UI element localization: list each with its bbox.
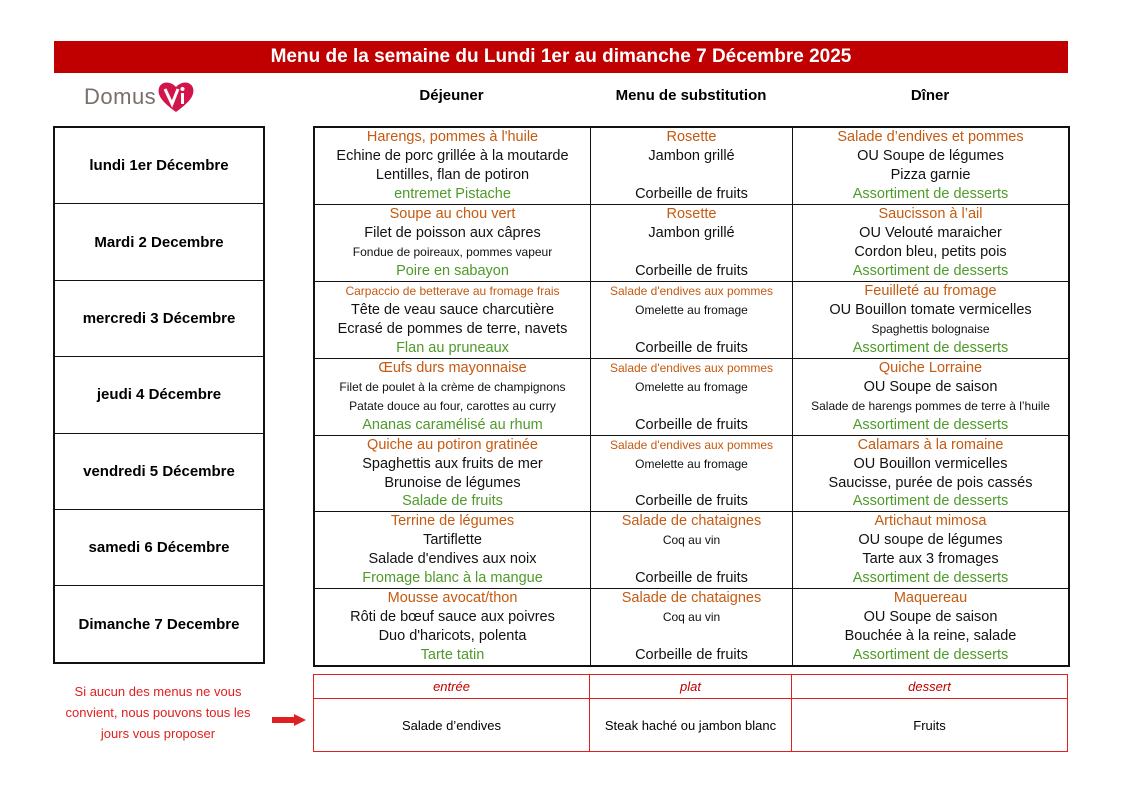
dessert: Corbeille de fruits: [635, 339, 748, 356]
logo-text: Domus: [84, 84, 157, 109]
menu-row: [315, 511, 1068, 588]
day-label: lundi 1er Décembre: [89, 157, 229, 175]
dessert: Assortiment de desserts: [852, 493, 1009, 510]
starter: Salade d’endives et pommes: [837, 129, 1024, 145]
substitution-cell: [590, 205, 792, 281]
day-label: Mardi 2 Decembre: [55, 203, 263, 279]
starter: Calamars à la romaine: [857, 436, 1004, 453]
main-dish: Brunoise de légumes: [384, 474, 521, 491]
dejeuner-cell: [315, 436, 590, 512]
day-label: jeudi 4 Décembre: [55, 356, 263, 432]
day-label: Dimanche 7 Decembre: [55, 585, 263, 661]
dessert: Assortiment de desserts: [852, 416, 1009, 433]
menu-table: [313, 126, 1070, 667]
main-dish: Coq au vin: [662, 533, 721, 548]
starter: Rosette: [666, 205, 717, 222]
substitution-cell: [590, 436, 792, 512]
main-dish: OU Bouillon vermicelles: [853, 455, 1008, 472]
alt-header-entree: entrée: [433, 679, 470, 694]
starter: Quiche au potiron gratinée: [367, 436, 538, 453]
alt-entree: Salade d’endives: [401, 717, 502, 733]
menu-row: [315, 435, 1068, 512]
column-header-dejeuner: Déjeuner: [419, 87, 484, 104]
main-dish: Duo d'haricots, polenta: [378, 628, 527, 645]
main-dish: Patate douce au four, carottes au curry: [349, 398, 556, 413]
diner-cell: [792, 359, 1068, 435]
main-dish: OU soupe de légumes: [858, 532, 1003, 549]
menu-row: [315, 588, 1068, 665]
menu-row: [315, 281, 1068, 358]
diner-cell: [792, 512, 1068, 588]
main-dish: Pizza garnie: [890, 166, 971, 183]
menu-row: [315, 358, 1068, 435]
main-dish: OU Velouté maraicher: [859, 224, 1002, 241]
starter: Artichaut mimosa: [874, 513, 987, 530]
dessert: Assortiment de desserts: [852, 262, 1009, 279]
starter: Saucisson à l’ail: [878, 205, 983, 222]
main-dish: Omelette au fromage: [635, 302, 748, 317]
dessert: Corbeille de fruits: [635, 570, 748, 587]
starter: Harengs, pommes à l'huile: [366, 129, 539, 145]
main-dish: Tartiflette: [423, 532, 482, 549]
day-label: vendredi 5 Décembre: [55, 433, 263, 509]
dessert: entremet Pistache: [394, 185, 511, 202]
arrow-right-icon: [272, 714, 306, 726]
main-dish: Lentilles, flan de potiron: [375, 166, 530, 183]
substitution-cell: [590, 589, 792, 665]
starter: Mousse avocat/thon: [387, 590, 518, 607]
substitution-cell: [590, 128, 792, 204]
main-dish: Omelette au fromage: [635, 379, 748, 394]
column-header-substitution: Menu de substitution: [615, 87, 767, 104]
substitution-cell: [590, 359, 792, 435]
main-dish: Saucisse, purée de pois cassés: [828, 474, 1033, 491]
starter: Terrine de légumes: [390, 513, 515, 530]
dejeuner-cell: [315, 512, 590, 588]
starter: Salade d'endives aux pommes: [609, 360, 774, 375]
starter: Feuilleté au fromage: [864, 282, 997, 299]
main-dish: Tête de veau sauce charcutière: [350, 301, 555, 318]
main-dish: [591, 474, 792, 493]
main-dish: [591, 243, 792, 262]
substitution-cell: [590, 512, 792, 588]
main-dish: [591, 627, 792, 646]
dessert: Flan au pruneaux: [396, 339, 509, 356]
dessert: Poire en sabayon: [396, 262, 509, 279]
dessert: Corbeille de fruits: [635, 647, 748, 664]
main-dish: Filet de poisson aux câpres: [364, 224, 541, 241]
dessert: Ananas caramélisé au rhum: [362, 416, 543, 433]
starter: Carpaccio de betterave au fromage frais: [345, 283, 560, 298]
main-dish: Echine de porc grillée à la moutarde: [336, 147, 569, 164]
diner-cell: [792, 128, 1068, 204]
main-dish: Jambon grillé: [648, 147, 735, 164]
dejeuner-cell: [315, 128, 590, 204]
alt-header-plat: plat: [589, 675, 791, 698]
dessert: Assortiment de desserts: [852, 570, 1009, 587]
starter: Rosette: [666, 129, 717, 145]
day-label: samedi 6 Décembre: [55, 509, 263, 585]
main-dish: Ecrasé de pommes de terre, navets: [337, 320, 568, 337]
main-dish: Coq au vin: [662, 610, 721, 625]
main-dish: [591, 397, 792, 416]
main-dish: [591, 320, 792, 339]
page-title: Menu de la semaine du Lundi 1er au dimanche 7 Décembre 2025: [54, 41, 1068, 73]
starter: Salade de chataignes: [621, 513, 762, 530]
diner-cell: [792, 436, 1068, 512]
dejeuner-cell: [315, 282, 590, 358]
main-dish: Salade d'endives aux noix: [368, 551, 537, 568]
main-dish: OU Soupe de légumes: [857, 147, 1004, 164]
dessert: Assortiment de desserts: [852, 647, 1009, 664]
dejeuner-cell: [315, 205, 590, 281]
dessert: Corbeille de fruits: [635, 185, 748, 202]
menu-row: [315, 204, 1068, 281]
starter: Quiche Lorraine: [878, 359, 983, 376]
dessert: Assortiment de desserts: [852, 185, 1009, 202]
dessert: Corbeille de fruits: [635, 262, 748, 279]
main-dish: [591, 166, 792, 185]
main-dish: OU Bouillon tomate vermicelles: [829, 301, 1032, 318]
dessert: Tarte tatin: [420, 647, 485, 664]
main-dish: Spaghettis bolognaise: [871, 321, 990, 336]
main-dish: Tarte aux 3 fromages: [862, 551, 999, 568]
alt-plat: Steak haché ou jambon blanc: [589, 699, 791, 751]
dessert: Assortiment de desserts: [852, 339, 1009, 356]
starter: Salade d'endives aux pommes: [609, 437, 774, 452]
day-label: mercredi 3 Décembre: [55, 280, 263, 356]
main-dish: Rôti de bœuf sauce aux poivres: [350, 609, 555, 626]
starter: Salade d'endives aux pommes: [609, 283, 774, 298]
main-dish: Bouchée à la reine, salade: [844, 628, 1017, 645]
main-dish: [591, 550, 792, 569]
dejeuner-cell: [315, 589, 590, 665]
main-dish: Jambon grillé: [648, 224, 735, 241]
alt-header-dessert: dessert: [791, 675, 1067, 698]
starter: Maquereau: [893, 590, 968, 607]
dessert: Corbeille de fruits: [635, 416, 748, 433]
main-dish: OU Soupe de saison: [863, 609, 998, 626]
main-dish: Fondue de poireaux, pommes vapeur: [352, 244, 553, 259]
domusvi-logo: [84, 80, 196, 114]
main-dish: Omelette au fromage: [635, 456, 748, 471]
diner-cell: [792, 282, 1068, 358]
day-column: [53, 126, 265, 664]
alternative-note: Si aucun des menus ne vous convient, nous pouvons tous les jours vous proposer: [65, 684, 251, 741]
dejeuner-cell: [315, 359, 590, 435]
diner-cell: [792, 205, 1068, 281]
menu-row: [315, 128, 1068, 204]
alternative-table: [313, 674, 1068, 752]
starter: Œufs durs mayonnaise: [378, 359, 527, 376]
main-dish: Filet de poulet à la crème de champignons: [339, 379, 566, 394]
main-dish: Spaghettis aux fruits de mer: [362, 455, 543, 472]
dessert: Corbeille de fruits: [635, 493, 748, 510]
main-dish: Cordon bleu, petits pois: [854, 243, 1007, 260]
diner-cell: [792, 589, 1068, 665]
alt-dessert: Fruits: [791, 699, 1067, 751]
heart-logo-icon: [156, 80, 196, 114]
dessert: Salade de fruits: [402, 493, 503, 510]
main-dish: OU Soupe de saison: [863, 378, 998, 395]
main-dish: Salade de harengs pommes de terre à l’huile: [811, 398, 1050, 413]
substitution-cell: [590, 282, 792, 358]
starter: Soupe au chou vert: [389, 205, 516, 222]
column-header-diner: Dîner: [910, 87, 950, 104]
dessert: Fromage blanc à la mangue: [362, 570, 543, 587]
starter: Salade de chataignes: [621, 590, 762, 607]
